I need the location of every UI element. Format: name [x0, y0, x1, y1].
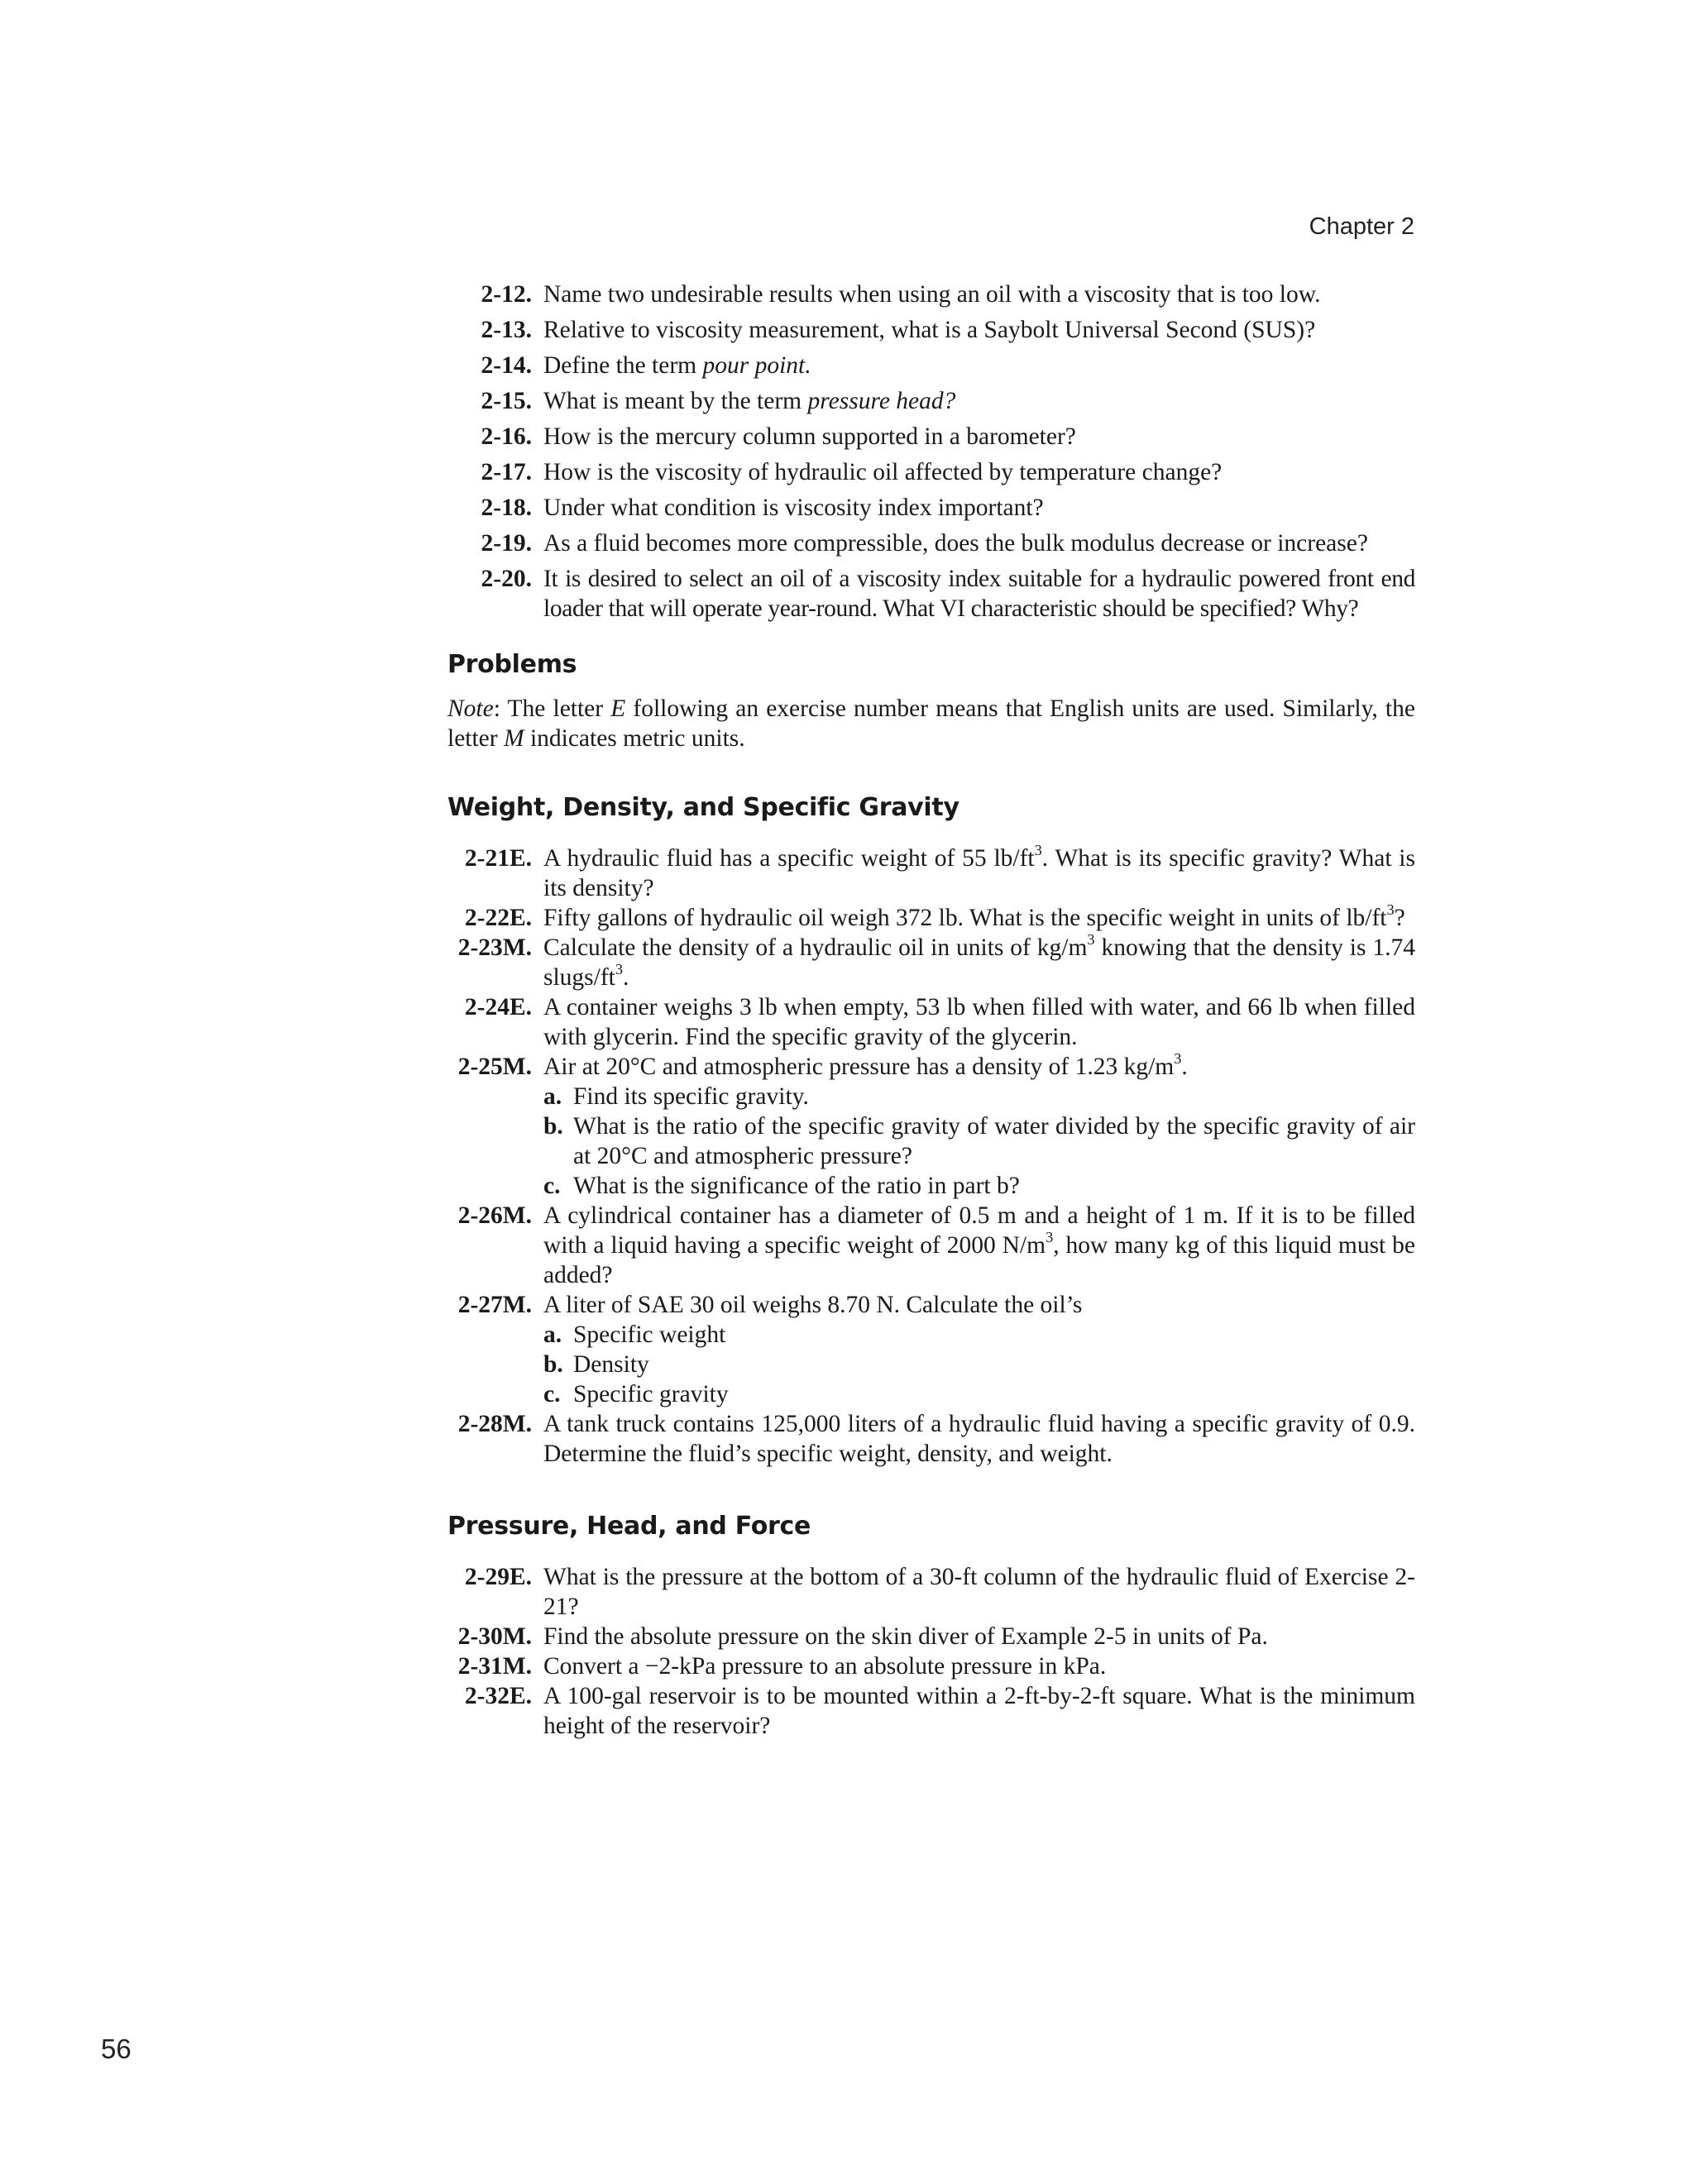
text-run: indicates metric units. — [524, 725, 745, 752]
exercise-number: 2-17. — [481, 459, 532, 485]
text-run: , how many kg of this liquid must be added? — [543, 1232, 1416, 1288]
page-content — [447, 280, 1415, 1741]
exercise-number: 2-28M. — [457, 1411, 532, 1437]
question-2-14 — [447, 351, 1415, 380]
text-run: Air at 20°C and atmospheric pressure has a density of 1.23 kg/m — [543, 1054, 1175, 1080]
problem-2-23m — [447, 933, 1415, 992]
text-run: . What is its specific gravity? What is its density? — [543, 845, 1415, 901]
superscript: 3 — [1046, 1229, 1054, 1246]
text-run: Fifty gallons of hydraulic oil weigh 372 lb. What is the specific weight in units of lb/ft — [543, 905, 1387, 931]
text-run: A cylindrical container has a diameter of 0.5 m and a height of 1 m. If it is to be filled with a liquid having a specific weight of 2000 N/m — [543, 1202, 1415, 1259]
exercise-text — [543, 1052, 1415, 1082]
problem-2-24e — [447, 992, 1415, 1052]
pressure-head-force-heading: Pressure, Head, and Force — [447, 1512, 811, 1541]
exercise-number: 2-23M. — [457, 934, 532, 961]
exercise-number: 2-26M. — [457, 1202, 532, 1229]
sub-part-letter: a. — [543, 1083, 562, 1110]
question-2-15 — [447, 386, 1415, 416]
exercise-number: 2-22E. — [464, 905, 532, 931]
exercise-text: How is the viscosity of hydraulic oil affected by temperature change? — [543, 459, 1223, 485]
review-questions — [447, 280, 1415, 624]
exercise-number: 2-32E. — [464, 1683, 532, 1709]
exercise-text: Find the absolute pressure on the skin diver of Example 2-5 in units of Pa. — [543, 1623, 1268, 1650]
units-note — [447, 694, 1415, 753]
exercise-number: 2-14. — [481, 352, 532, 379]
superscript: 3 — [1087, 931, 1095, 949]
exercise-number: 2-12. — [481, 281, 532, 308]
exercise-number: 2-19. — [481, 530, 532, 557]
italic-letter-e: E — [610, 695, 626, 722]
sub-part-letter: b. — [543, 1113, 563, 1140]
exercise-text: A liter of SAE 30 oil weighs 8.70 N. Calculate the oil’s — [543, 1292, 1083, 1318]
italic-term: pressure head? — [807, 388, 956, 414]
text-run: Define the term — [543, 352, 703, 379]
running-head-chapter: Chapter 2 — [1309, 213, 1414, 240]
exercise-number: 2-29E. — [464, 1564, 532, 1590]
text-run: following an exercise number means that English units are used. Similarly, the letter — [447, 695, 1415, 752]
problem-2-22e — [447, 903, 1415, 933]
sub-part-letter: b. — [543, 1351, 563, 1378]
problem-2-32e — [447, 1681, 1415, 1741]
italic-term: pour point. — [702, 352, 811, 379]
exercise-number: 2-24E. — [464, 994, 532, 1020]
sub-part-a — [543, 1320, 1415, 1350]
exercise-text — [543, 903, 1415, 933]
text-run: : The letter — [493, 695, 611, 722]
question-2-18 — [447, 493, 1415, 523]
text-run: Calculate the density of a hydraulic oil in units of kg/m — [543, 934, 1088, 961]
sub-part-text: What is the ratio of the specific gravity of water divided by the specific gravity of air at 20°C and atmospheric pressure? — [573, 1113, 1415, 1169]
sub-part-letter: a. — [543, 1321, 562, 1348]
question-2-13 — [447, 315, 1415, 345]
question-2-20 — [447, 564, 1415, 624]
problem-2-31m — [447, 1651, 1415, 1681]
sub-part-a — [543, 1082, 1415, 1111]
sub-part-letter: c. — [543, 1173, 561, 1199]
text-run: knowing that the density is 1.74 slugs/ft — [543, 934, 1415, 991]
problem-2-29e — [447, 1562, 1415, 1622]
exercise-number: 2-25M. — [457, 1054, 532, 1080]
exercise-number: 2-31M. — [457, 1653, 532, 1680]
exercise-text: How is the mercury column supported in a barometer? — [543, 423, 1076, 450]
text-run: ? — [1394, 905, 1405, 931]
problem-2-21e — [447, 843, 1415, 903]
superscript: 3 — [1174, 1050, 1182, 1068]
exercise-text: Under what condition is viscosity index important? — [543, 495, 1044, 521]
sub-part-c — [543, 1379, 1415, 1409]
sub-part-text: Find its specific gravity. — [573, 1083, 809, 1110]
sub-part-letter: c. — [543, 1381, 561, 1407]
exercise-body — [543, 1290, 1415, 1409]
exercise-text: It is desired to select an oil of a viscosity index suitable for a hydraulic powered front end loader that will operate year-round. What VI characteristic should be specified? Why? — [543, 566, 1415, 622]
pressure-problems — [447, 1562, 1415, 1741]
sub-part-text: Specific weight — [573, 1321, 726, 1348]
problem-2-27m — [447, 1290, 1415, 1409]
exercise-text — [543, 933, 1415, 992]
exercise-number: 2-13. — [481, 317, 532, 343]
text-run: What is meant by the term — [543, 388, 808, 414]
sub-part-text: Density — [573, 1351, 649, 1378]
exercise-number: 2-21E. — [464, 845, 532, 872]
text-run: . — [1181, 1054, 1188, 1080]
text-run: . — [623, 964, 629, 991]
exercise-text — [543, 843, 1415, 903]
exercise-text: Convert a −2-kPa pressure to an absolute pressure in kPa. — [543, 1653, 1107, 1680]
page-number: 56 — [101, 2033, 132, 2064]
problems-heading: Problems — [447, 650, 577, 679]
problem-2-26m — [447, 1201, 1415, 1290]
exercise-body — [543, 1052, 1415, 1201]
superscript: 3 — [1386, 901, 1395, 919]
exercise-text: Name two undesirable results when using an oil with a viscosity that is too low. — [543, 281, 1321, 308]
exercise-number: 2-18. — [481, 495, 532, 521]
text-run: A hydraulic fluid has a specific weight of 55 lb/ft — [543, 845, 1035, 872]
exercise-number: 2-16. — [481, 423, 532, 450]
note-label: Note — [447, 695, 494, 722]
problem-2-25m — [447, 1052, 1415, 1201]
exercise-number: 2-30M. — [457, 1623, 532, 1650]
exercise-number: 2-27M. — [457, 1292, 532, 1318]
exercise-text: A tank truck contains 125,000 liters of a hydraulic fluid having a specific gravity of 0.9. Determine the fluid’s specific weight, density, and weight. — [543, 1411, 1415, 1467]
exercise-text: As a fluid becomes more compressible, does the bulk modulus decrease or increase? — [543, 530, 1368, 557]
italic-letter-m: M — [503, 725, 524, 752]
sub-part-text: Specific gravity — [573, 1381, 729, 1407]
exercise-number: 2-20. — [481, 566, 532, 592]
sub-part-text: What is the significance of the ratio in part b? — [573, 1173, 1020, 1199]
exercise-text — [543, 1201, 1415, 1290]
problem-2-28m — [447, 1409, 1415, 1469]
exercise-text — [543, 386, 1415, 416]
sub-part-b — [543, 1111, 1415, 1171]
exercise-text: What is the pressure at the bottom of a 30-ft column of the hydraulic fluid of Exercise 2-21? — [543, 1564, 1415, 1620]
weight-density-heading: Weight, Density, and Specific Gravity — [447, 793, 959, 822]
problem-2-30m — [447, 1622, 1415, 1651]
sub-part-c — [543, 1171, 1415, 1201]
sub-part-b — [543, 1350, 1415, 1379]
exercise-text — [543, 351, 1415, 380]
question-2-12 — [447, 280, 1415, 309]
question-2-17 — [447, 457, 1415, 487]
weight-density-problems — [447, 843, 1415, 1469]
superscript: 3 — [615, 961, 624, 978]
exercise-number: 2-15. — [481, 388, 532, 414]
question-2-16 — [447, 422, 1415, 452]
exercise-text: A container weighs 3 lb when empty, 53 lb when filled with water, and 66 lb when filled with glycerin. Find the specific gravity of the glycerin. — [543, 994, 1415, 1050]
question-2-19 — [447, 528, 1415, 558]
exercise-text: Relative to viscosity measurement, what is a Saybolt Universal Second (SUS)? — [543, 317, 1316, 343]
superscript: 3 — [1034, 842, 1042, 859]
exercise-text: A 100-gal reservoir is to be mounted within a 2-ft-by-2-ft square. What is the minimum height of the reservoir? — [543, 1683, 1415, 1739]
